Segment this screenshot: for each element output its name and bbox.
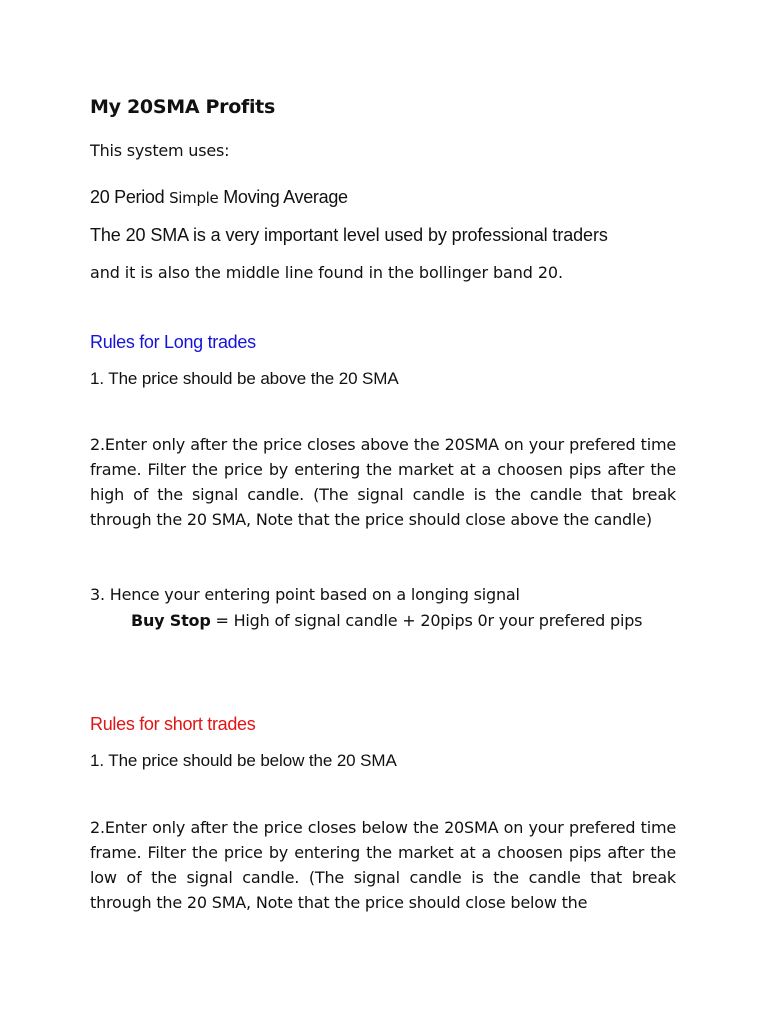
importance-text: The 20 SMA is a very important level used by professional traders [90,225,608,245]
bollinger-note: and it is also the middle line found in the bollinger band 20. [90,263,563,282]
long-trades-heading: Rules for Long trades [90,332,256,352]
short-rule-2: 2.Enter only after the price closes below the 20SMA on your prefered time frame. Filter the price by entering the market at a choosen pips after the low of the signal candle. (The signal candle is the candle that break through the 20 SMA, Note that the price should close below the [90,818,676,912]
indicator-part-moving-average: Moving Average [223,187,348,207]
buy-stop-text: = High of signal candle + 20pips 0r your prefered pips [210,611,643,630]
long-rule-1: 1. The price should be above the 20 SMA [90,369,399,388]
short-trades-heading: Rules for short trades [90,714,256,734]
intro-text: This system uses: [90,141,230,160]
buy-stop-label: Buy Stop [131,611,211,630]
document-title: My 20SMA Profits [90,96,275,118]
indicator-part-period: 20 Period [90,187,165,207]
long-rule-3: 3. Hence your entering point based on a longing signal [90,585,520,604]
indicator-line [90,187,348,208]
long-rule-2: 2.Enter only after the price closes above the 20SMA on your prefered time frame. Filter the price by entering the market at a choosen pips after the high of the signal candle. (The signal candle is the candle that break through the 20 SMA, Note that the price should close above the candle) [90,435,676,529]
buy-stop-line [131,611,642,630]
indicator-part-simple: Simple [169,189,219,207]
short-rule-1: 1. The price should be below the 20 SMA [90,751,397,770]
